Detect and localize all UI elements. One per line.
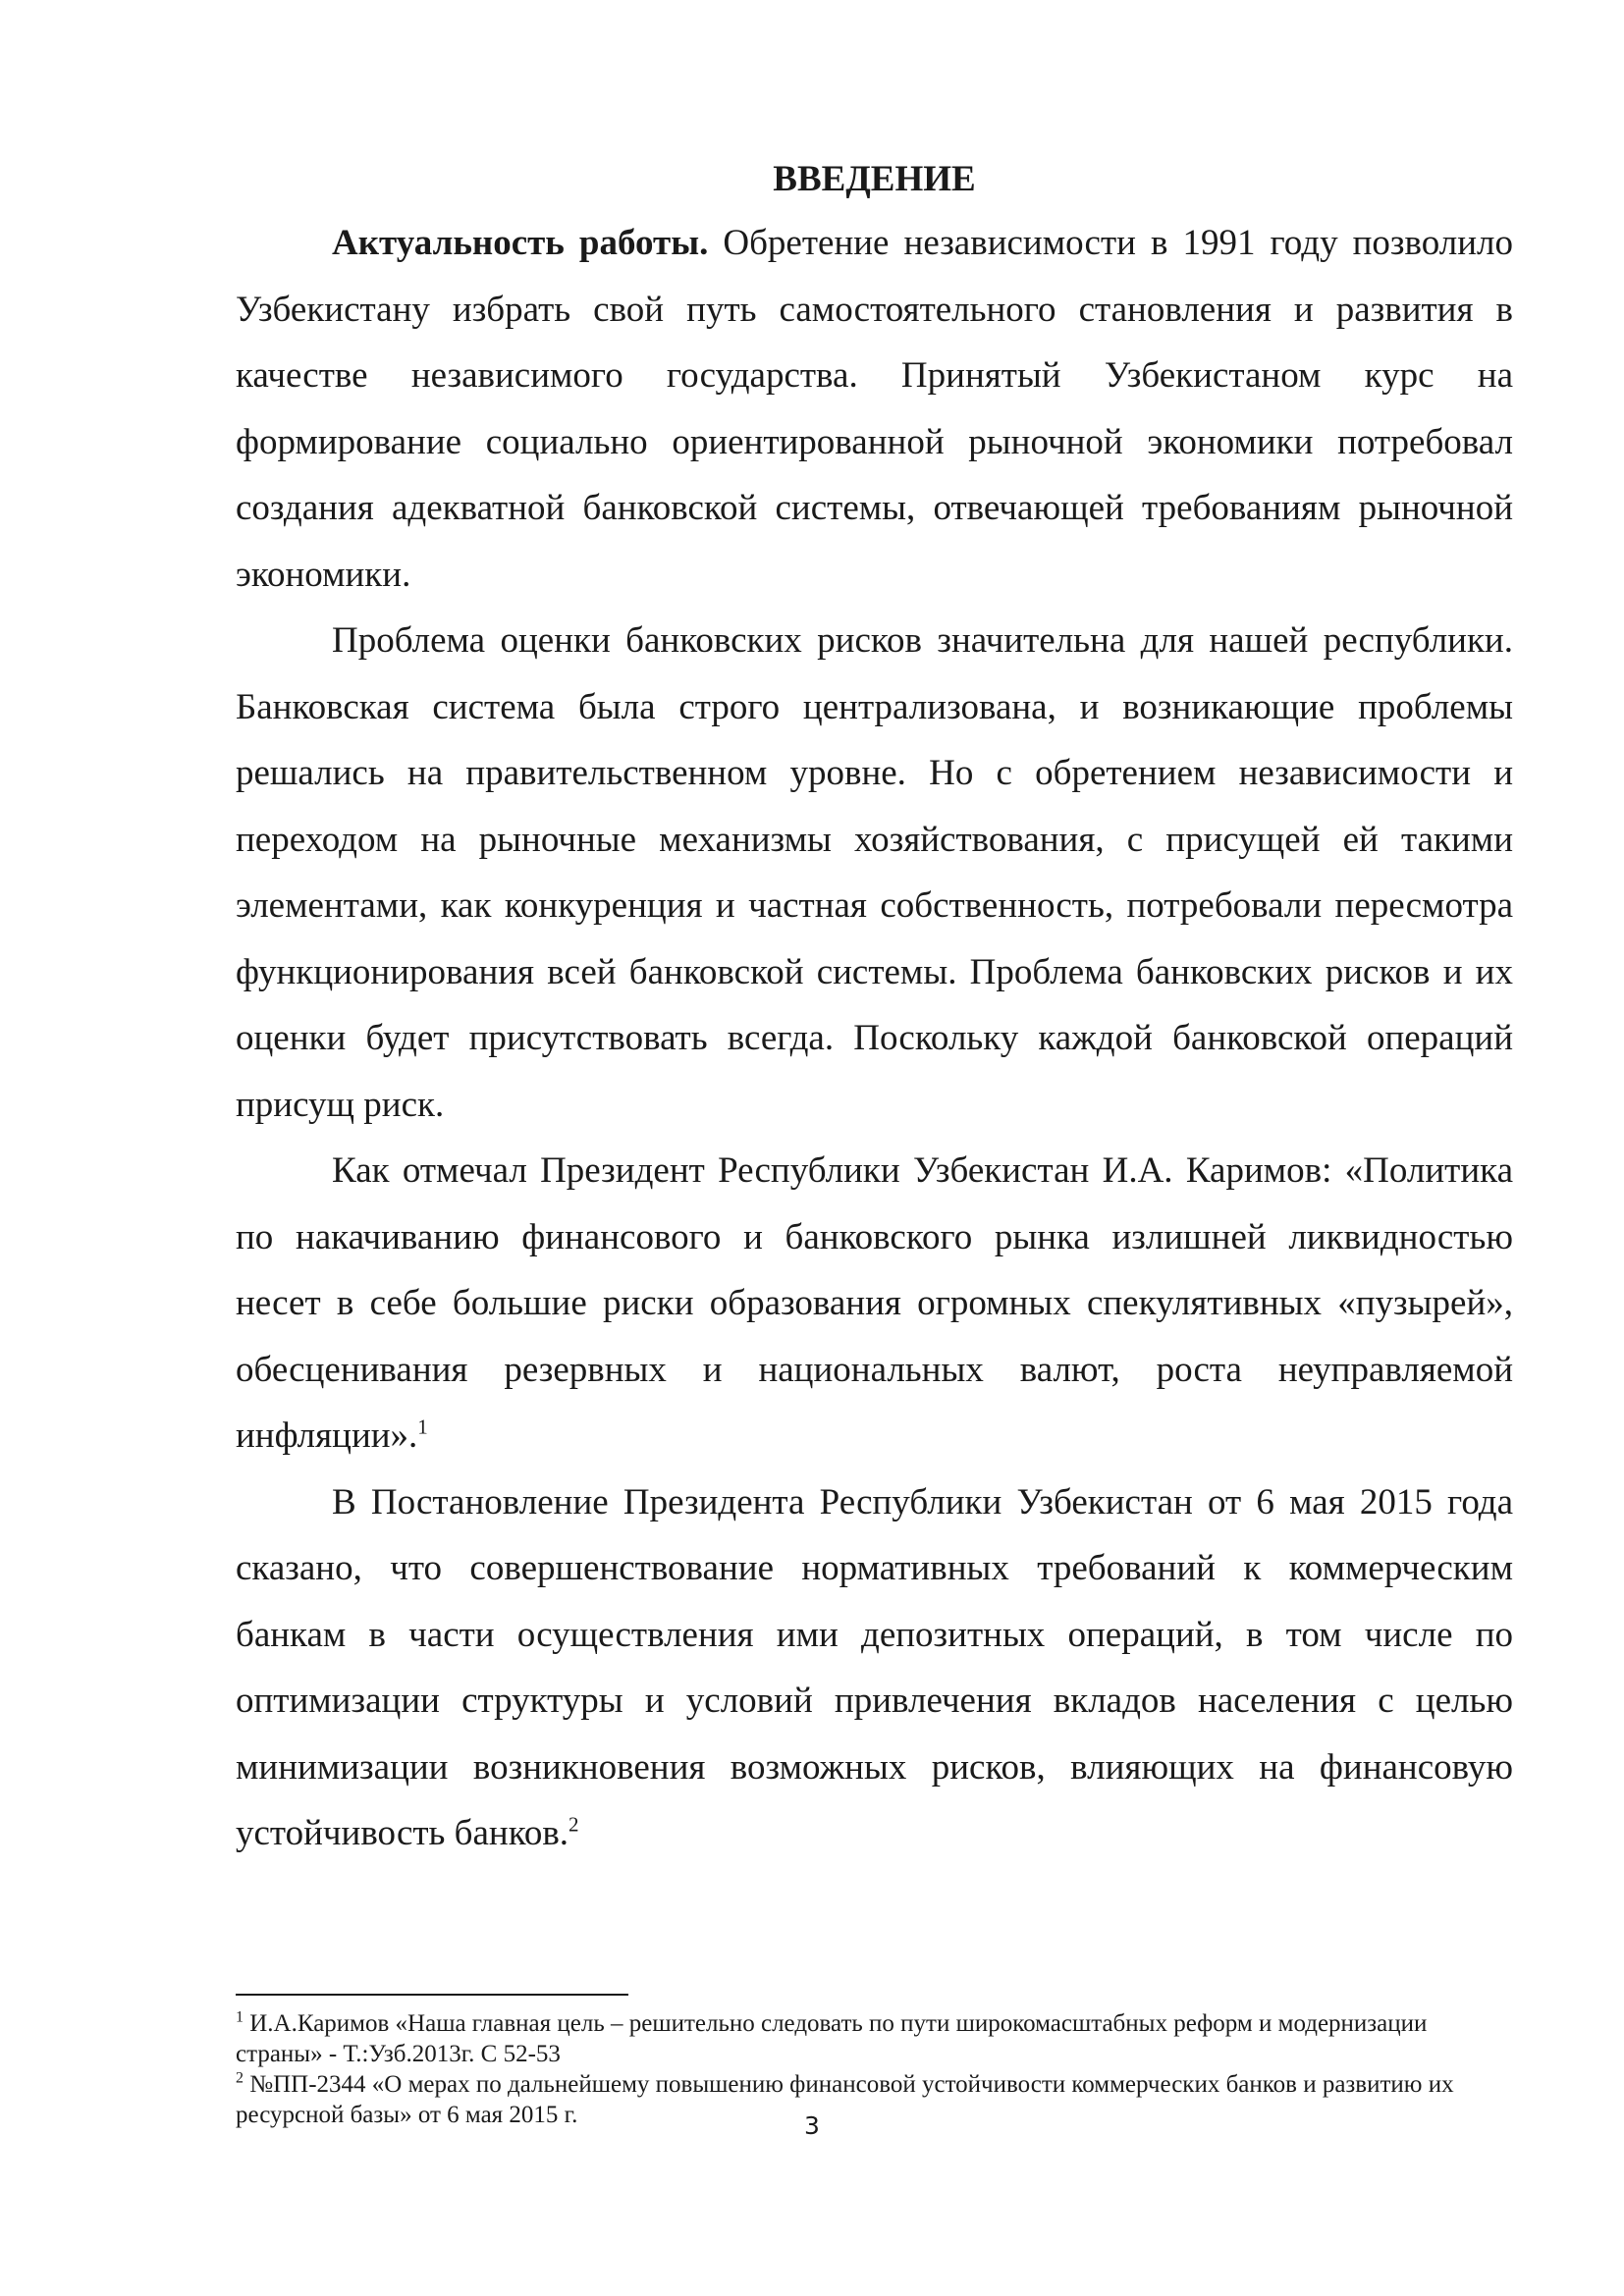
paragraph-text: Проблема оценки банковских рисков значительна для нашей республики. Банковская система была строго централизована, и возникающие проблемы решались на правительственном уровне. Но с обретением независимости и переходом на рыночные механизмы хозяйствования, с присущей ей такими элементами, как конкуренция и частная собственность, потребовали пересмотра функционирования всей банковской системы. Проблема банковских рисков и их оценки будет присутствовать всегда. Поскольку каждой банковской операций присущ риск. [236,620,1513,1125]
paragraph-president-quote [236,1138,1513,1469]
paragraph-banking-risks [236,608,1513,1138]
paragraph-text: Обретение независимости в 1991 году позволило Узбекистану избрать свой путь самостоятельного становления и развития в качестве независимого государства. Принятый Узбекистаном курс на формирование социально ориентированной рыночной экономики потребовал создания адекватной банковской системы, отвечающей требованиям рыночной экономики. [236,223,1513,595]
page-number: 3 [804,2111,820,2140]
paragraph-relevance [236,210,1513,608]
paragraph-resolution [236,1469,1513,1867]
paragraph-text: Как отмечал Президент Республики Узбекистан И.А. Каримов: «Политика по накачиванию финансового и банковского рынка излишней ликвидностью несет в себе большие риски образования огромных спекулятивных «пузырей», обесценивания резервных и национальных валют, роста неуправляемой инфляции». [236,1150,1513,1456]
footnote-text: И.А.Каримов «Наша главная цель – решительно следовать по пути широкомасштабных реформ и модернизации страны» - Т.:Узб.2013г. С 52-53 [236,2010,1428,2067]
footnote-divider [236,1994,628,1996]
footnote-reference[interactable]: 1 [417,1415,428,1439]
body-text [236,210,1513,1867]
footnote-number: 2 [236,2069,244,2087]
paragraph-text: В Постановление Президента Республики Узбекистан от 6 мая 2015 года сказано, что совершенствование нормативных требований к коммерческим банкам в части осуществления ими депозитных операций, в том числе по оптимизации структуры и условий привлечения вкладов населения с целью минимизации возникновения возможных рисков, влияющих на финансовую устойчивость банков. [236,1481,1513,1853]
footnote-number: 1 [236,2008,244,2026]
paragraph-lead: Актуальность работы. [332,223,709,263]
footnote-text: №ПП-2344 «О мерах по дальнейшему повышению финансовой устойчивости коммерческих банков и развитию их ресурсной базы» от 6 мая 2015 г. [236,2071,1454,2128]
footnote-reference[interactable]: 2 [568,1812,579,1837]
footnote-item [236,2008,1513,2069]
section-heading: ВВЕДЕНИЕ [773,159,976,199]
